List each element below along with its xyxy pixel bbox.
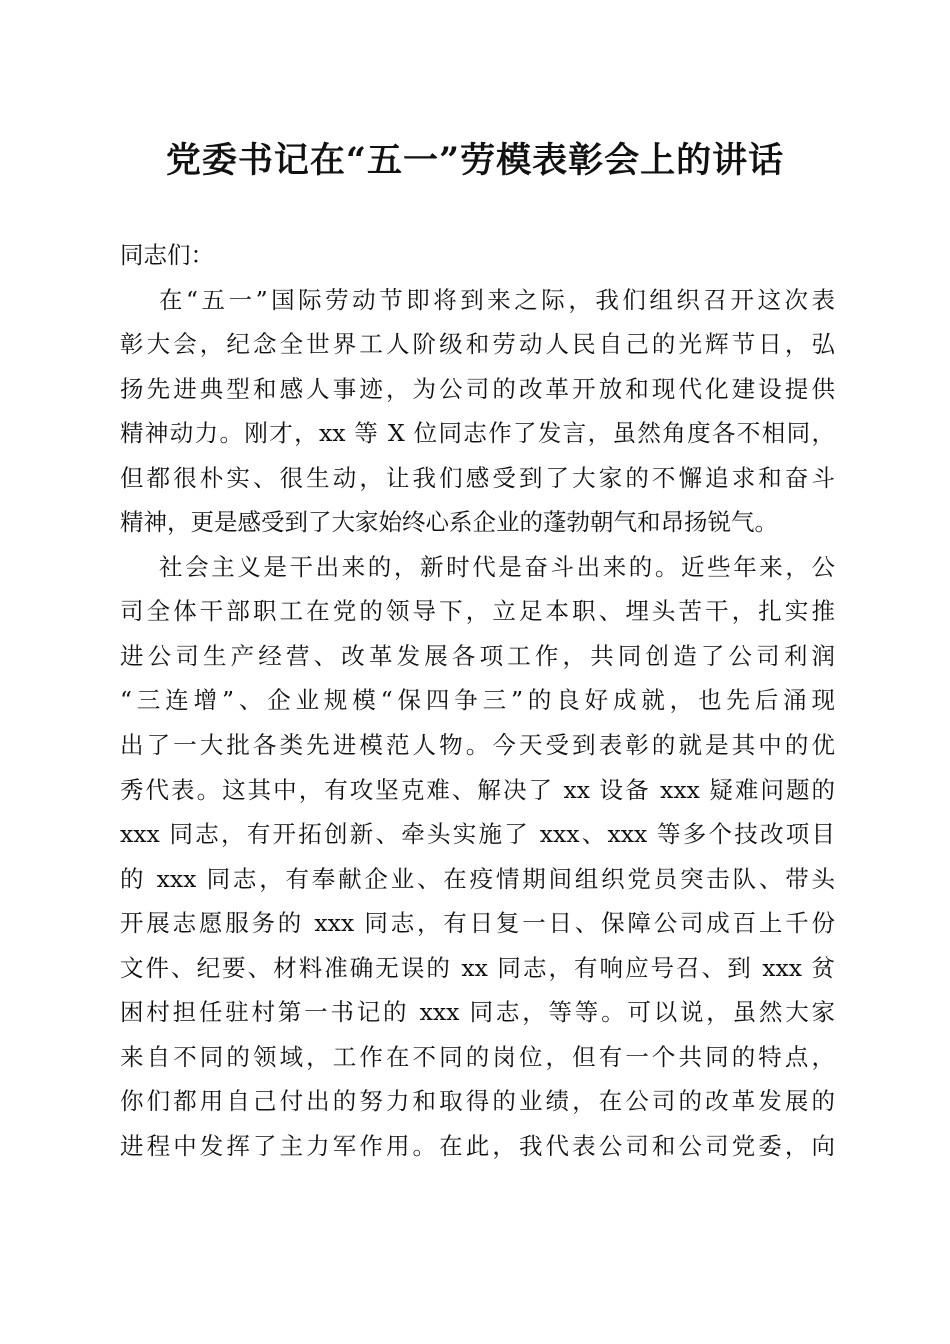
paragraph-2-line-13: 你们都用自己付出的努力和取得的业绩，在公司的改革发展的 — [120, 1087, 835, 1116]
document-title: 党委书记在“五一”劳模表彰会上的讲话 — [165, 140, 785, 181]
paragraph-1-line-4: 精神动力。刚才，xx 等 X 位同志作了发言，虽然角度各不相同， — [120, 419, 835, 448]
paragraph-2-line-4: “三连增”、企业规模“保四争三”的良好成就，也先后涌现 — [120, 686, 835, 715]
paragraph-1-line-2: 彰大会，纪念全世界工人阶级和劳动人民自己的光辉节日，弘 — [120, 330, 835, 359]
paragraph-2-line-1: 社会主义是干出来的，新时代是奋斗出来的。近些年来，公 — [159, 552, 835, 581]
paragraph-2-line-7: xxx 同志，有开拓创新、牵头实施了 xxx、xxx 等多个技改项目 — [120, 820, 835, 849]
salutation-line: 同志们： — [120, 241, 214, 269]
paragraph-2-line-9: 开展志愿服务的 xxx 同志，有日复一日、保障公司成百上千份 — [120, 909, 835, 938]
paragraph-2-line-2: 司全体干部职工在党的领导下，立足本职、埋头苦干，扎实推 — [120, 597, 835, 626]
paragraph-2-line-10: 文件、纪要、材料准确无误的 xx 同志，有响应号召、到 xxx 贫 — [120, 953, 835, 982]
paragraph-1-line-6: 精神，更是感受到了大家始终心系企业的蓬勃朝气和昂扬锐气。 — [120, 508, 778, 537]
paragraph-2-line-14: 进程中发挥了主力军作用。在此，我代表公司和公司党委，向 — [120, 1131, 835, 1160]
paragraph-2-line-3: 进公司生产经营、改革发展各项工作，共同创造了公司利润 — [120, 641, 835, 670]
paragraph-2-line-5: 出了一大批各类先进模范人物。今天受到表彰的就是其中的优 — [120, 731, 835, 760]
paragraph-1-line-3: 扬先进典型和感人事迹，为公司的改革开放和现代化建设提供 — [120, 374, 835, 403]
paragraph-2-line-8: 的 xxx 同志，有奉献企业、在疫情期间组织党员突击队、带头 — [120, 864, 835, 893]
paragraph-2-line-12: 来自不同的领域，工作在不同的岗位，但有一个共同的特点， — [120, 1042, 835, 1071]
paragraph-1-line-1: 在“五一”国际劳动节即将到来之际，我们组织召开这次表 — [159, 285, 835, 314]
paragraph-1-line-5: 但都很朴实、很生动，让我们感受到了大家的不懈追求和奋斗 — [120, 463, 835, 492]
paragraph-2-line-6: 秀代表。这其中，有攻坚克难、解决了 xx 设备 xxx 疑难问题的 — [120, 775, 835, 804]
document-body — [120, 233, 835, 1168]
paragraph-2-line-11: 困村担任驻村第一书记的 xxx 同志，等等。可以说，虽然大家 — [120, 998, 835, 1027]
